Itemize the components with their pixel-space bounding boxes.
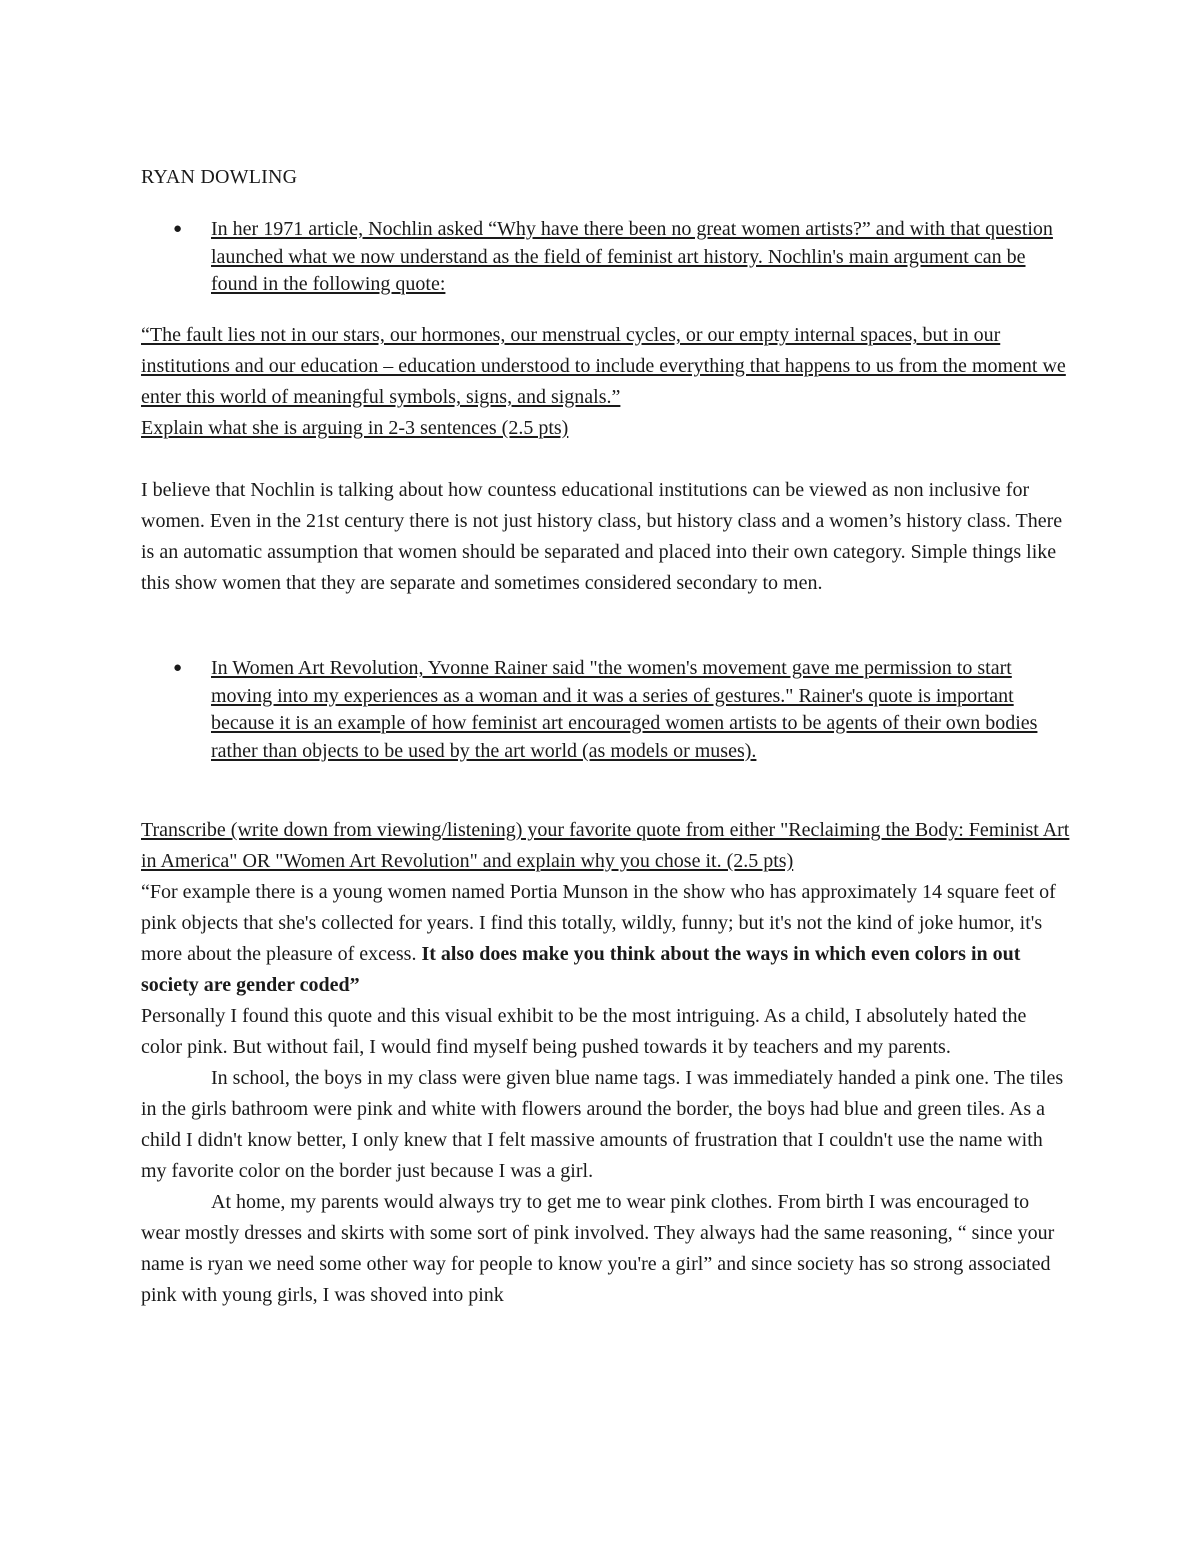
bullet-text-nochlin: In her 1971 article, Nochlin asked “Why have there been no great women artists?” and with that question launched what we now understand as the field of feminist art history. Nochlin's main argument can be found in the following quote:: [211, 218, 1053, 295]
answer-1: I believe that Nochlin is talking about how countess educational institutions can be viewed as non inclusive for women. Even in the 21st century there is not just history class, but history class and a women’s history class. There is an automatic assumption that women should be separated and placed into their own category. Simple things like this show women that they are separate and sometimes considered secondary to men.: [141, 479, 1063, 594]
answer-2-paragraph-1: Personally I found this quote and this visual exhibit to be the most intriguing. As a child, I absolutely hated the color pink. But without fail, I would find myself being pushed towards it by teachers and my parents.: [141, 1005, 1027, 1058]
author-name: RYAN DOWLING: [141, 166, 298, 188]
question-2-block: [141, 815, 1071, 1311]
nochlin-quote: “The fault lies not in our stars, our hormones, our menstrual cycles, or our empty internal spaces, but in our institutions and our education – education understood to include everything that happens to us from the moment we enter this world of meaningful symbols, signs, and signals.”: [141, 324, 1066, 408]
bullet-dot-icon: ●: [173, 660, 183, 676]
answer-2-paragraph-2: In school, the boys in my class were given blue name tags. I was immediately handed a pink one. The tiles in the girls bathroom were pink and white with flowers around the border, the boys had blue and green tiles. As a child I didn't know better, I only knew that I felt massive amounts of frustration that I couldn't use the name with my favorite color on the border just because I was a girl.: [141, 1067, 1064, 1182]
bullet-item-rainer: [141, 655, 1071, 765]
nochlin-quote-block: [141, 320, 1071, 444]
bullet-dot-icon: ●: [173, 221, 183, 237]
question-2: Transcribe (write down from viewing/listening) your favorite quote from either "Reclaiming the Body: Feminist Art in America" OR "Women Art Revolution" and explain why you chose it. (2.5 pts): [141, 819, 1070, 872]
favorite-quote-bold: It also does make you think about the ways in which even colors in out society are gender coded”: [141, 943, 1021, 996]
favorite-quote: [141, 877, 1071, 1001]
bullet-item-nochlin: [141, 216, 1071, 299]
bullet-text-rainer: In Women Art Revolution, Yvonne Rainer said "the women's movement gave me permission to start moving into my experiences as a woman and it was a series of gestures." Rainer's quote is important because it is an example of how feminist art encouraged women artists to be agents of their own bodies rather than objects to be used by the art world (as models or muses).: [211, 657, 1038, 762]
answer-2-paragraph-3: At home, my parents would always try to get me to wear pink clothes. From birth I was encouraged to wear mostly dresses and skirts with some sort of pink involved. They always had the same reasoning, “ since your name is ryan we need some other way for people to know you're a girl” and since society has so strong associated pink with young girls, I was shoved into pink: [141, 1191, 1055, 1306]
question-1: Explain what she is arguing in 2-3 sentences (2.5 pts): [141, 417, 569, 439]
answer-1-block: [141, 475, 1071, 599]
favorite-quote-plain: “For example there is a young women named Portia Munson in the show who has approximately 14 square feet of pink objects that she's collected for years. I find this totally, wildly, funny; but it's not the kind of joke humor, it's more about the pleasure of excess.: [141, 881, 1056, 965]
